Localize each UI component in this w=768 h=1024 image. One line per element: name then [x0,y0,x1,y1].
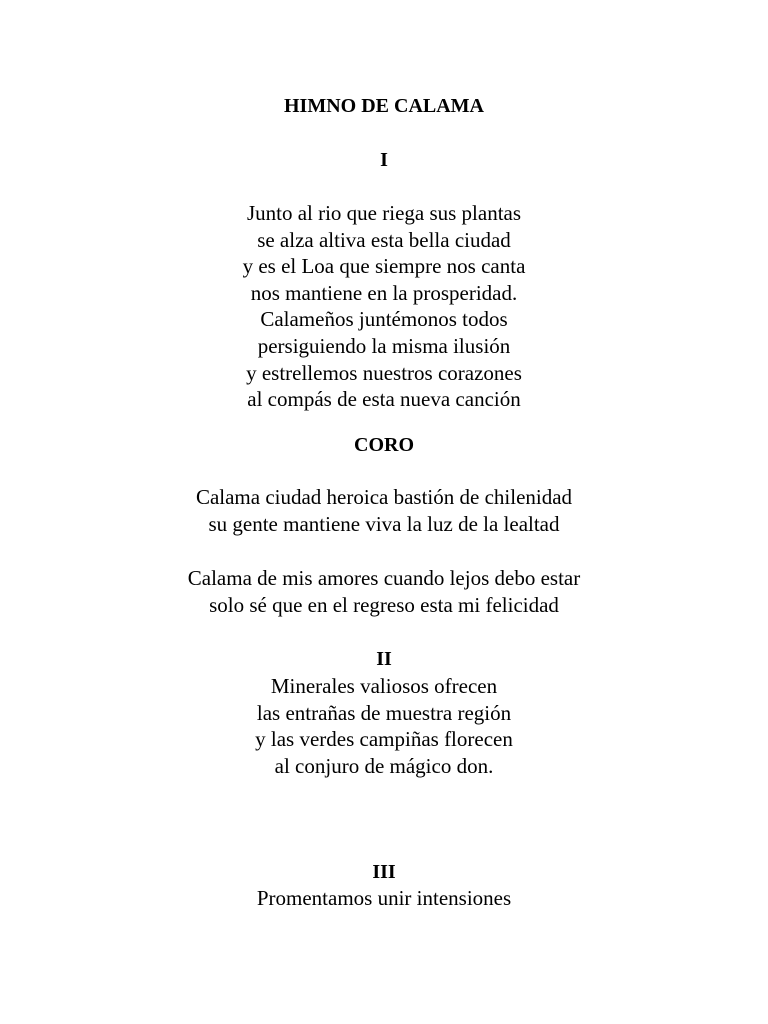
verse-line: Junto al rio que riega sus plantas [246,201,522,225]
verse-line: las entrañas de muestra región [256,700,512,725]
verse-line: Minerales valiosos ofrecen [270,674,498,698]
verse-line: al compás de esta nueva canción [247,387,521,412]
chorus-line: Calama de mis amores cuando lejos debo estar [187,566,581,590]
chorus-line: Calama ciudad heroica bastión de chilenidad [195,485,573,509]
verse-line: persiguiendo la misma ilusión [257,333,511,358]
verse-2-heading: II [376,648,392,670]
verse-line: y estrellemos nuestros corazones [246,360,522,385]
chorus-stanza-1 [0,484,768,537]
verse-line: al conjuro de mágico don. [274,753,494,778]
verse-line: Promentamos unir intensiones [256,886,512,910]
chorus-line: solo sé que en el regreso esta mi felicidad [209,592,559,617]
hymn-title: HIMNO DE CALAMA [284,95,484,117]
chorus-line: su gente mantiene viva la luz de la lealtad [208,511,560,536]
verse-line: y las verdes campiñas florecen [255,727,513,752]
verse-line: Calameños juntémonos todos [260,307,508,332]
verse-line: se alza altiva esta bella ciudad [257,227,511,252]
verse-line: nos mantiene en la prosperidad. [250,280,518,305]
verse-1-heading: I [380,149,388,171]
chorus-stanza-2 [0,565,768,618]
chorus-heading: CORO [354,434,414,456]
verse-3-heading: III [372,861,396,883]
verse-2 [0,673,768,779]
verse-line: y es el Loa que siempre nos canta [242,254,526,279]
verse-3 [0,885,768,912]
verse-1 [0,200,768,413]
